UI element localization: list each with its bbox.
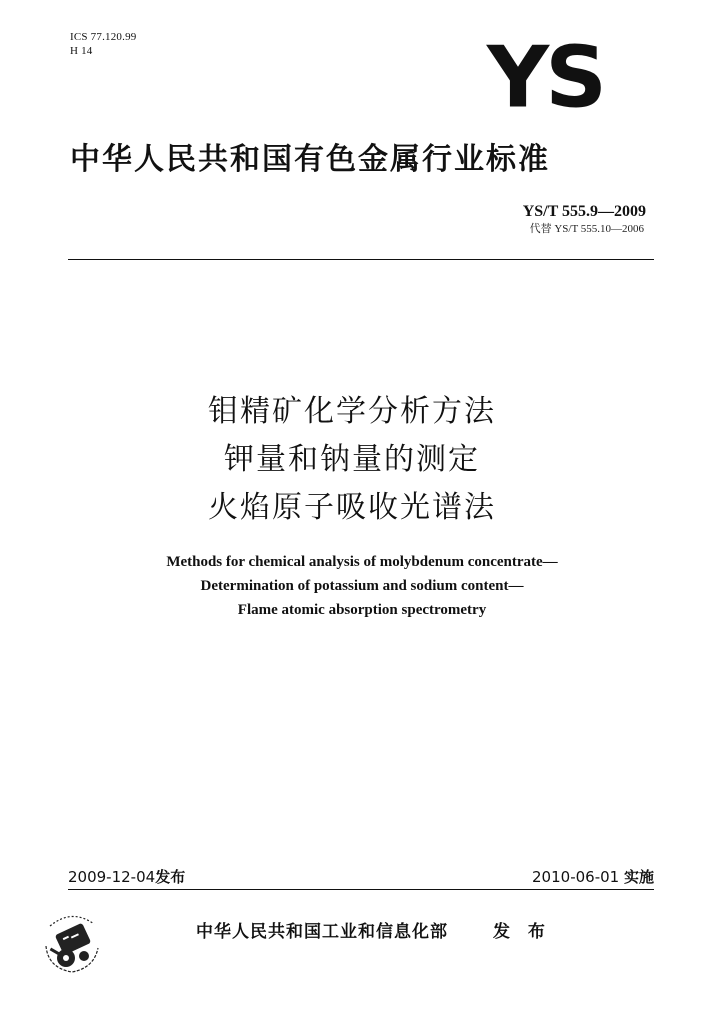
title-cn-line-3: 火焰原子吸收光谱法 [208, 490, 496, 525]
title-en-line-1: Methods for chemical analysis of molybdenum concentrate— [166, 554, 558, 570]
standard-replaces: 代替 YS/T 555.10—2006 [529, 223, 644, 235]
ys-logo-text: YS [486, 40, 604, 114]
release-date [68, 868, 185, 886]
ys-logo [478, 40, 612, 114]
implement-date-value: 2010-06-01 [532, 868, 620, 886]
bottom-divider [68, 889, 654, 890]
standard-number: YS/T 555.9—2009 [522, 203, 646, 220]
top-divider [68, 259, 654, 260]
issuing-authority: 中华人民共和国工业和信息化部 [196, 922, 448, 942]
release-date-value: 2009-12-04 [68, 868, 156, 886]
title-en-line-2: Determination of potassium and sodium content— [200, 578, 524, 594]
title-cn-line-2: 钾量和钠量的测定 [224, 442, 480, 477]
issue-word: 发 布 [493, 922, 551, 942]
title-en-line-3: Flame atomic absorption spectrometry [237, 602, 487, 618]
organization-title: 中华人民共和国有色金属行业标准 [70, 142, 550, 177]
implement-date [532, 868, 654, 886]
implement-label: 实施 [623, 868, 654, 886]
title-cn-line-1: 钼精矿化学分析方法 [208, 394, 496, 429]
publisher-seal-icon [36, 906, 108, 978]
release-label: 发布 [155, 868, 186, 886]
ccs-code: H 14 [70, 45, 93, 57]
classification-codes [70, 30, 136, 58]
ics-code: ICS 77.120.99 [70, 31, 137, 43]
